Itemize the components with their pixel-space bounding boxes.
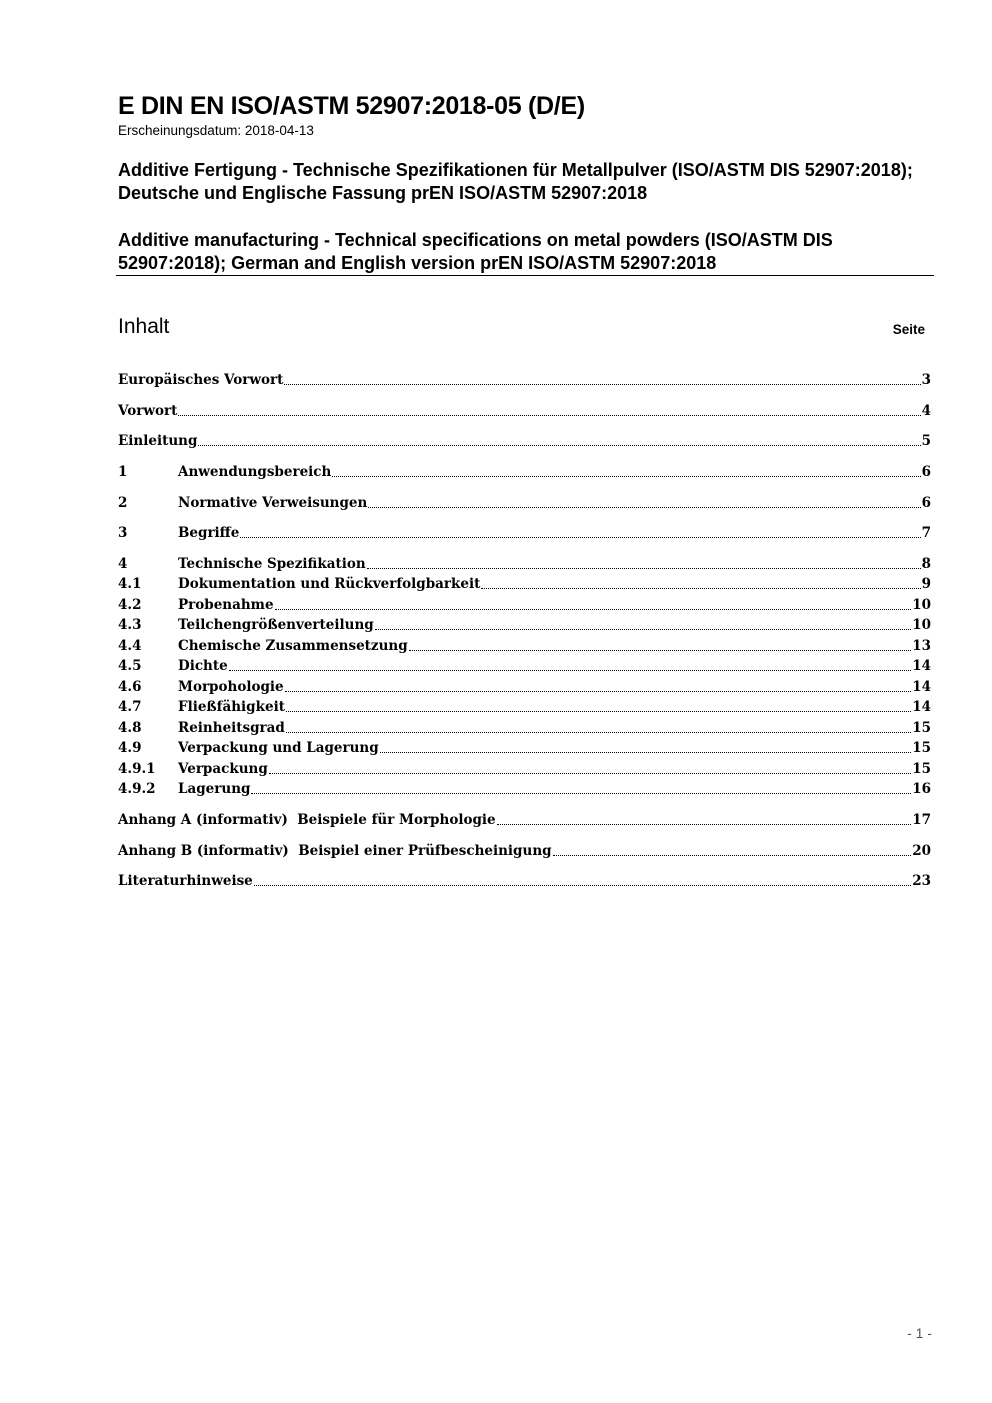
toc-entry-number: 2 [118, 495, 128, 511]
toc-entry[interactable] [118, 697, 931, 717]
toc-entry-number: 4.6 [118, 679, 142, 695]
toc-entry-title: Teilchengrößenverteilung [178, 617, 374, 633]
toc-leader-dots [409, 650, 912, 651]
toc-leader-dots [269, 773, 911, 774]
toc-entry-page: 7 [921, 525, 931, 541]
title-german: Additive Fertigung - Technische Spezifikationen für Metallpulver (ISO/ASTM DIS 52907:2018); Deutsche und Englische Fassung prEN ISO/ASTM 52907:2018 [118, 160, 913, 203]
toc-entry-title: Normative Verweisungen [178, 495, 368, 511]
toc-entry-title: Anhang A (informativ) Beispiele für Morphologie [118, 812, 496, 828]
toc-entry-number: 4.3 [118, 617, 142, 633]
toc-entry-number: 4 [118, 556, 128, 572]
toc-entry-title: Begriffe [178, 525, 240, 541]
toc-entry[interactable] [118, 493, 931, 513]
toc-entry[interactable] [118, 431, 931, 451]
toc-entry-number: 4.7 [118, 699, 142, 715]
toc-entry-title: Dichte [178, 658, 228, 674]
toc-entry-title: Einleitung [118, 433, 198, 449]
toc-entry-number: 1 [118, 464, 128, 480]
toc-page-column-label: Seite [892, 322, 925, 337]
toc-entry-page: 6 [921, 464, 931, 480]
toc-leader-dots [380, 752, 912, 753]
toc-leader-dots [178, 415, 920, 416]
toc-leader-dots [553, 855, 912, 856]
toc-entry-title: Dokumentation und Rückverfolgbarkeit [178, 576, 481, 592]
toc-leader-dots [497, 824, 912, 825]
page-number: - 1 - [907, 1325, 932, 1341]
issue-date: Erscheinungsdatum: 2018-04-13 [118, 123, 314, 138]
toc-heading: Inhalt [118, 315, 170, 338]
toc-entry-number: 4.9.2 [118, 781, 156, 797]
toc-entry-title: Verpackung [178, 761, 268, 777]
toc-leader-dots [198, 445, 920, 446]
toc-entry[interactable] [118, 462, 931, 482]
toc-entry-number: 4.8 [118, 720, 142, 736]
toc-entry-page: 20 [912, 843, 931, 859]
toc-leader-dots [285, 691, 912, 692]
toc-entry-title: Lagerung [178, 781, 251, 797]
toc-entry[interactable] [118, 759, 931, 779]
toc-entry-number: 4.5 [118, 658, 142, 674]
toc-entry[interactable] [118, 656, 931, 676]
toc-entry[interactable] [118, 738, 931, 758]
toc-leader-dots [286, 711, 911, 712]
toc-entry[interactable] [118, 615, 931, 635]
toc-entry-title: Morpohologie [178, 679, 284, 695]
toc-leader-dots [240, 537, 920, 538]
toc-entry[interactable] [118, 523, 931, 543]
toc-entry-page: 14 [912, 679, 931, 695]
toc-entry-number: 3 [118, 525, 128, 541]
toc-entry[interactable] [118, 841, 931, 861]
toc-leader-dots [375, 629, 912, 630]
toc-entry-page: 17 [912, 812, 931, 828]
toc-entry-title: Vorwort [118, 403, 178, 419]
toc-entry-page: 5 [921, 433, 931, 449]
toc-entry-page: 14 [912, 699, 931, 715]
toc-entry-title: Anwendungsbereich [178, 464, 332, 480]
toc-entry-title: Chemische Zusammensetzung [178, 638, 408, 654]
toc-leader-dots [284, 384, 920, 385]
toc-entry[interactable] [118, 779, 931, 799]
title-divider [116, 275, 934, 276]
toc-entry[interactable] [118, 677, 931, 697]
toc-entry-number: 4.9.1 [118, 761, 156, 777]
toc-entry-page: 15 [912, 720, 931, 736]
toc-entry[interactable] [118, 574, 931, 594]
toc-entry-page: 3 [921, 372, 931, 388]
toc-entry-page: 15 [912, 761, 931, 777]
toc-entry-page: 15 [912, 740, 931, 756]
toc-entry-page: 16 [912, 781, 931, 797]
toc-entry-title: Technische Spezifikation [178, 556, 366, 572]
toc-entry-number: 4.9 [118, 740, 142, 756]
toc-entry-page: 6 [921, 495, 931, 511]
toc-entry-page: 23 [912, 873, 931, 889]
toc-leader-dots [275, 609, 912, 610]
toc-entry-number: 4.4 [118, 638, 142, 654]
toc-entry-page: 13 [912, 638, 931, 654]
toc-entry-title: Reinheitsgrad [178, 720, 285, 736]
toc-leader-dots [368, 507, 920, 508]
toc-leader-dots [332, 476, 920, 477]
document-id: E DIN EN ISO/ASTM 52907:2018-05 (D/E) [118, 92, 585, 120]
toc-leader-dots [251, 793, 911, 794]
toc-entry-page: 4 [921, 403, 931, 419]
toc-entry-page: 10 [912, 617, 931, 633]
toc-entry-title: Anhang B (informativ) Beispiel einer Prüfbescheinigung [118, 843, 552, 859]
toc-entry-number: 4.2 [118, 597, 142, 613]
toc-leader-dots [481, 588, 920, 589]
toc-entry[interactable] [118, 871, 931, 891]
toc-leader-dots [286, 732, 911, 733]
toc-entry[interactable] [118, 636, 931, 656]
toc-entry-page: 10 [912, 597, 931, 613]
toc-entry-page: 14 [912, 658, 931, 674]
toc-entry-title: Probenahme [178, 597, 274, 613]
toc-entry-title: Verpackung und Lagerung [178, 740, 379, 756]
toc-leader-dots [254, 885, 911, 886]
toc-entry-title: Fließfähigkeit [178, 699, 285, 715]
toc-entry[interactable] [118, 554, 931, 574]
toc-entry-title: Europäisches Vorwort [118, 372, 284, 388]
toc-entry[interactable] [118, 718, 931, 738]
toc-leader-dots [367, 568, 921, 569]
toc-entry-page: 9 [921, 576, 931, 592]
toc-entry[interactable] [118, 370, 931, 390]
toc-entry[interactable] [118, 595, 931, 615]
title-english: Additive manufacturing - Technical specifications on metal powders (ISO/ASTM DIS 52907:2018); German and English version prEN ISO/ASTM 52907:2018 [118, 230, 833, 273]
toc-entry-page: 8 [921, 556, 931, 572]
toc-entry-title: Literaturhinweise [118, 873, 253, 889]
toc-entry[interactable] [118, 401, 931, 421]
toc-leader-dots [229, 670, 912, 671]
toc-entry-number: 4.1 [118, 576, 142, 592]
toc-entry[interactable] [118, 810, 931, 830]
